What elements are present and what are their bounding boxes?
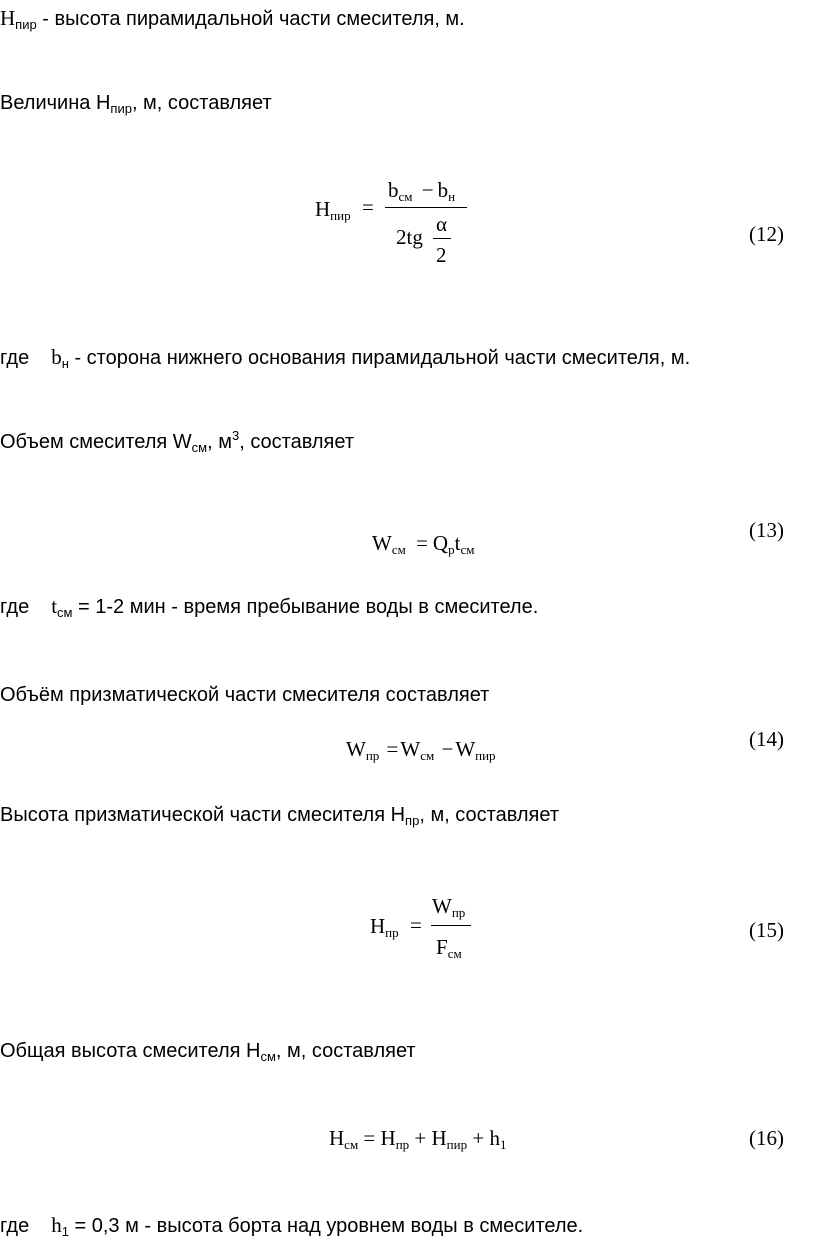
superscript: 3 [231,428,240,443]
plus-sign: + [409,1126,432,1150]
symbol-w: W [400,737,421,761]
paragraph-prismatic-height [0,803,559,827]
subscript: см [260,1049,276,1064]
equation-12-denominator: 2tg [396,225,423,249]
equation-12-equals: = [362,195,374,219]
subscript: см [447,946,462,961]
definition-text: - сторона нижнего основания пирамидальной части смесителя, м. [68,347,691,369]
subscript: пр [385,925,399,940]
subscript: 1 [499,1137,507,1152]
text: , м [207,431,232,453]
subscript: пир [475,748,496,763]
text: где [0,596,30,618]
definition-t-sm [0,594,538,619]
symbol-w: W [372,531,392,555]
symbol-b: b [51,345,62,369]
paragraph-mixer-volume [0,430,354,454]
equals-sign: = [416,531,428,555]
symbol-t: t [454,531,461,555]
symbol-w: W [346,737,366,761]
equation-number-13: (13) [749,518,784,542]
symbol-h: H [431,1126,447,1150]
symbol-f: F [436,935,448,959]
definition-h-pyr [0,6,465,31]
definition-text: = 0,3 м - высота борта над уровнем воды в смесителе. [68,1215,584,1237]
symbol-h: h [489,1126,500,1150]
symbol-w: W [432,894,452,918]
subscript: н [61,356,69,371]
subscript: см [460,542,475,557]
equation-number-15: (15) [749,918,784,942]
subscript: пр [395,1137,410,1152]
text: где [0,1215,30,1237]
symbol-w: W [455,737,476,761]
two-digit: 2 [436,243,447,267]
equation-12-lhs [315,197,351,221]
text: Величина H [0,92,111,114]
subscript: см [391,542,406,557]
subscript: пир [110,101,132,116]
equation-12-fraction-bar [385,207,467,208]
symbol-t: t [51,594,58,618]
symbol-h: H [0,6,16,30]
equation-15-denominator [436,935,462,959]
subscript: см [191,440,208,455]
alpha-over-two-bar [433,238,451,239]
subscript: см [398,189,413,204]
subscript: пр [365,748,380,763]
symbol-q: Q [432,531,449,555]
subscript: пр [451,905,466,920]
text: , м, составляет [131,92,272,114]
text: , м, составляет [419,804,559,826]
subscript: см [344,1137,359,1152]
text: , м, составляет [275,1040,416,1062]
subscript: см [57,605,73,620]
symbol-b: b [388,178,399,202]
subscript: пир [15,17,37,32]
symbol-h: H [370,914,386,938]
text: Высота призматической части смесителя H [0,804,406,826]
plus-sign: + [467,1126,490,1150]
symbol-h: h [51,1213,62,1237]
symbol-h: H [380,1126,396,1150]
subscript: 1 [61,1224,69,1239]
equals-sign: = [358,1126,381,1150]
text: где [0,347,30,369]
equation-14 [346,737,496,761]
alpha-symbol: α [436,212,448,236]
paragraph-h-pyr-value [0,91,272,115]
definition-h1 [0,1213,583,1238]
definition-text: = 1-2 мин - время пребывание воды в смесителе. [72,596,539,618]
text: Объем смесителя W [0,431,192,453]
equals-sign: = [386,737,399,761]
equation-12-numerator [388,178,455,202]
definition-b-n [0,345,690,370]
subscript: р [448,542,455,557]
symbol-b: b [437,178,449,202]
equation-number-14: (14) [749,727,784,751]
paragraph-prismatic-volume: Объём призматической части смесителя составляет [0,684,490,706]
minus-sign: − [421,178,434,202]
equation-number-16: (16) [749,1126,784,1150]
subscript: пир [330,208,351,223]
symbol-h: H [329,1126,345,1150]
equation-15-fraction-bar [431,925,471,926]
text: , составляет [239,431,355,453]
subscript: пр [405,813,420,828]
subscript: пир [446,1137,468,1152]
definition-text: - высота пирамидальной части смесителя, м. [36,8,465,30]
equation-15-numerator [432,894,465,918]
equation-15-equals: = [410,913,422,937]
subscript: см [420,748,435,763]
equation-15-lhs [370,914,399,938]
subscript: н [448,189,456,204]
equation-number-12: (12) [749,222,784,246]
equation-16 [329,1126,506,1150]
minus-sign: − [441,737,454,761]
equation-13 [372,531,474,555]
text: Общая высота смесителя H [0,1040,261,1062]
symbol-h: H [315,197,331,221]
paragraph-total-height [0,1039,416,1063]
